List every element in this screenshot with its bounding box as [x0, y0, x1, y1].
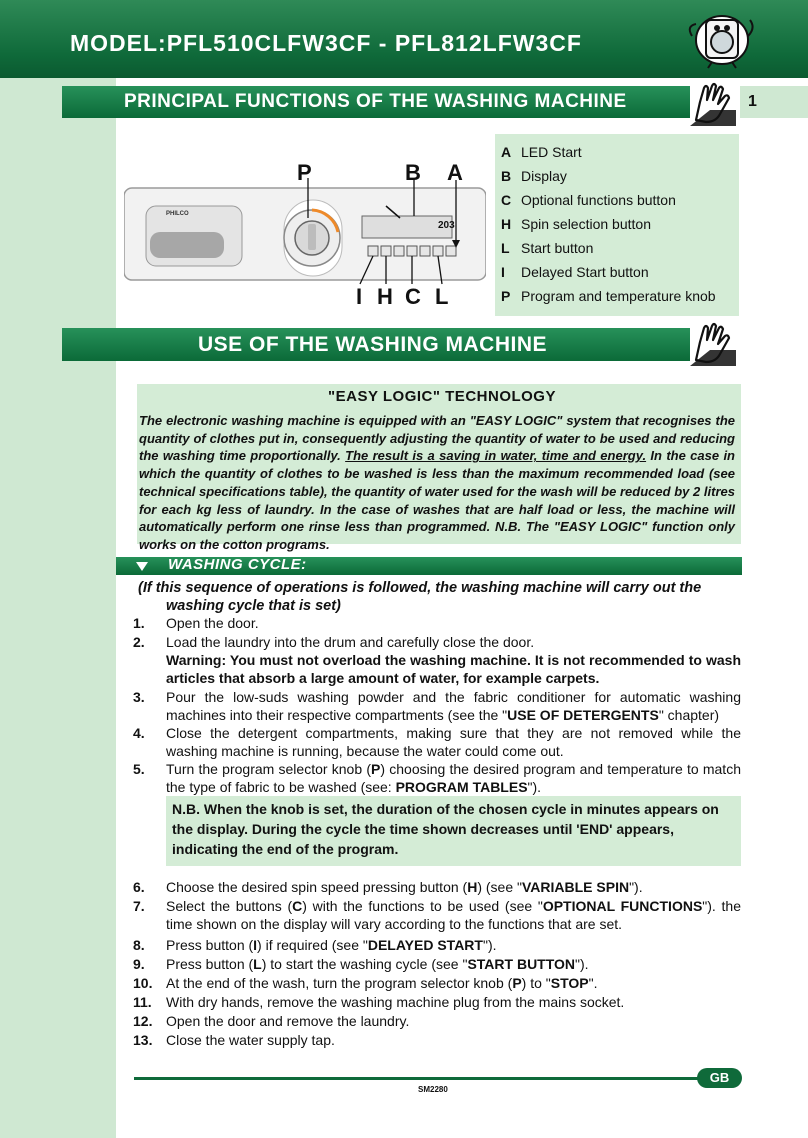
- diagram-letter-A: A: [447, 160, 463, 185]
- diagram-letter-P: P: [297, 160, 312, 185]
- step-text: [166, 897, 741, 933]
- step-text-pre: Select the buttons (: [166, 898, 293, 914]
- step-text-post: ".: [588, 975, 598, 991]
- step-item: [133, 878, 741, 896]
- legend-key: L: [501, 240, 510, 256]
- step-text-post: " chapter): [658, 707, 720, 723]
- diagram-letter-B: B: [405, 160, 421, 185]
- easy-logic-title: "EASY LOGIC" TECHNOLOGY: [328, 388, 556, 405]
- hand-icon: [690, 80, 736, 126]
- step-text-pre: Press button (: [166, 956, 254, 972]
- step-text-pre: Choose the desired spin speed pressing button (: [166, 879, 468, 895]
- step-text-bold: DELAYED START: [367, 937, 483, 953]
- step-text-post: "). the time shown on the display will vary according to the functions that are set.: [166, 898, 741, 932]
- legend-row: [501, 140, 733, 164]
- step-number: 13.: [133, 1032, 153, 1048]
- step-item: [133, 760, 741, 796]
- step-text: Load the laundry into the drum and carefully close the door.: [166, 634, 535, 650]
- step-text: Open the door.: [166, 615, 259, 631]
- step-text-post: ").: [629, 879, 643, 895]
- step-text: [166, 955, 741, 973]
- panel-display-reading: 203: [438, 220, 455, 231]
- nb-note-text: N.B. When the knob is set, the duration of the chosen cycle in minutes appears on the display. During the cycle the time shown decreases until 'END' appears, indicating the end of the program.: [172, 801, 719, 857]
- functions-section-title: PRINCIPAL FUNCTIONS OF THE WASHING MACHINE: [124, 91, 627, 112]
- step-number: 6.: [133, 879, 145, 895]
- functions-legend: [495, 134, 739, 316]
- step-number: 9.: [133, 956, 145, 972]
- use-section-bar: [62, 328, 690, 361]
- step-number: 3.: [133, 689, 145, 705]
- easy-logic-text: [139, 412, 735, 554]
- legend-label: Display: [521, 168, 567, 184]
- step-number: 1.: [133, 615, 145, 631]
- legend-label: Optional functions button: [521, 192, 676, 208]
- step-text: Open the door and remove the laundry.: [166, 1013, 410, 1029]
- step-text-bold: L: [253, 956, 262, 972]
- model-title: MODEL:PFL510CLFW3CF - PFL812LFW3CF: [70, 30, 582, 56]
- step-text-bold: USE OF DETERGENTS: [507, 707, 659, 723]
- step-text: With dry hands, remove the washing machine plug from the mains socket.: [166, 994, 625, 1010]
- step-text-mid: ) choosing the desired program and temperature to match the type of fabric to be washed (see:: [166, 761, 741, 795]
- step-item: [133, 993, 741, 1011]
- step-text-bold: STOP: [550, 975, 589, 991]
- step-text-bold: VARIABLE SPIN: [521, 879, 630, 895]
- step-text-mid: ) to ": [521, 975, 551, 991]
- legend-row: [501, 260, 733, 284]
- step-number: 7.: [133, 898, 145, 914]
- step-text-pre: At the end of the wash, turn the program selector knob (: [166, 975, 513, 991]
- step-number: 11.: [133, 994, 152, 1010]
- step-text-bold: I: [253, 937, 258, 953]
- diagram-letter-C: C: [405, 284, 421, 309]
- step-text-bold: P: [512, 975, 522, 991]
- legend-label: Start button: [521, 240, 594, 256]
- step-text-post: ").: [575, 956, 589, 972]
- step-text: [166, 878, 741, 896]
- step-item: [133, 1031, 741, 1049]
- diagram-letter-H: H: [377, 284, 393, 309]
- intro-line-1: (If this sequence of operations is followed, the washing machine will carry out the: [138, 580, 702, 596]
- step-text-bold: P: [371, 761, 381, 777]
- step-number: 5.: [133, 761, 145, 777]
- step-text-bold: OPTIONAL FUNCTIONS: [542, 898, 703, 914]
- washing-machine-mascot-icon: [684, 6, 756, 70]
- legend-label: LED Start: [521, 144, 582, 160]
- easy-logic-text-part2: In the case in which the quantity of clothes to be washed is less than the maximum recommended load (see technical specifications table), the quantity of water used for the wash will be reduced by 2 litres for each kg less of laundry. In the case of washes that are half load or less, the machine will automatically perform one rinse less than programmed. N.B. The "EASY LOGIC" function only works on the cotton programs.: [139, 448, 735, 552]
- step-text-bold: C: [292, 898, 303, 914]
- step-text-mid: ) with the functions to be used (see ": [302, 898, 543, 914]
- step-text-pre: Pour the low-suds washing powder and the fabric conditioner for automatic washing machines into their respective compartments (see the ": [166, 689, 741, 723]
- step-item: [133, 1012, 741, 1030]
- step-text: [166, 974, 741, 992]
- step-number: 12.: [133, 1013, 153, 1029]
- footer-divider: [134, 1077, 699, 1080]
- washing-cycle-intro: [138, 579, 742, 615]
- legend-key: P: [501, 288, 511, 304]
- intro-line-2: washing cycle that is set): [166, 598, 341, 614]
- legend-row: [501, 164, 733, 188]
- functions-section-bar: [62, 86, 690, 118]
- legend-key: A: [501, 144, 512, 160]
- legend-key: C: [501, 192, 512, 208]
- step-text: Close the detergent compartments, making sure that they are not removed while the washing machine is running, because the water could come out.: [166, 725, 741, 759]
- legend-key: B: [501, 168, 512, 184]
- step-text: [166, 688, 741, 724]
- legend-key: I: [501, 264, 505, 280]
- legend-row: [501, 188, 733, 212]
- step-item: [133, 897, 741, 933]
- step-text: Close the water supply tap.: [166, 1032, 335, 1048]
- language-badge: GB: [697, 1068, 742, 1088]
- step-item: [133, 688, 741, 724]
- legend-row: [501, 212, 733, 236]
- left-margin-strip: [0, 0, 116, 1138]
- hand-icon: [690, 320, 736, 366]
- panel-brand-label: PHILCO: [166, 211, 189, 217]
- legend-row: [501, 284, 733, 308]
- step-text-post: ").: [527, 779, 542, 795]
- step-number: 4.: [133, 725, 145, 741]
- step-item: [133, 955, 741, 973]
- easy-logic-text-underlined: The result is a saving in water, time and energy.: [345, 448, 647, 464]
- washing-cycle-title: WASHING CYCLE:: [168, 556, 307, 573]
- step-item: [133, 633, 741, 687]
- step-text-post: ").: [482, 937, 497, 953]
- step-text: [166, 936, 741, 954]
- diagram-letter-I: I: [356, 284, 363, 309]
- legend-label: Delayed Start button: [521, 264, 649, 280]
- footer-code: SM2280: [418, 1085, 448, 1094]
- step-number: 2.: [133, 634, 145, 650]
- step-text-pre: Press button (: [166, 937, 254, 953]
- step-number: 10.: [133, 975, 153, 991]
- legend-key: H: [501, 216, 512, 232]
- easy-logic-text-part1: The electronic washing machine is equipped with an "EASY LOGIC" system that recognises the quantity of clothes put in, consequently adjusting the quantity of water to be used and reducing the washing time proportionally.: [139, 413, 735, 464]
- step-text: [166, 760, 741, 796]
- use-section-title: USE OF THE WASHING MACHINE: [198, 333, 548, 356]
- step-text-mid: ) to start the washing cycle (see ": [261, 956, 468, 972]
- legend-label: Spin selection button: [521, 216, 651, 232]
- step-text-mid: ) if required (see ": [257, 937, 368, 953]
- step-text-bold: PROGRAM TABLES: [395, 779, 528, 795]
- step-item: [133, 724, 741, 760]
- step-item: [133, 614, 741, 632]
- legend-label: Program and temperature knob: [521, 288, 716, 304]
- step-text-pre: Turn the program selector knob (: [166, 761, 372, 777]
- page-number: 1: [748, 93, 757, 110]
- step-text-bold: H: [467, 879, 478, 895]
- triangle-down-icon: [136, 562, 148, 571]
- step-item: [133, 936, 741, 954]
- step-text-mid: ) (see ": [477, 879, 522, 895]
- step-text-bold: START BUTTON: [467, 956, 576, 972]
- legend-row: [501, 236, 733, 260]
- step-item: [133, 974, 741, 992]
- diagram-letter-L: L: [435, 284, 449, 309]
- step-number: 8.: [133, 937, 145, 953]
- step-warning: Warning: You must not overload the washing machine. It is not recommended to wash articles that absorb a large amount of water, for example carpets.: [166, 652, 741, 686]
